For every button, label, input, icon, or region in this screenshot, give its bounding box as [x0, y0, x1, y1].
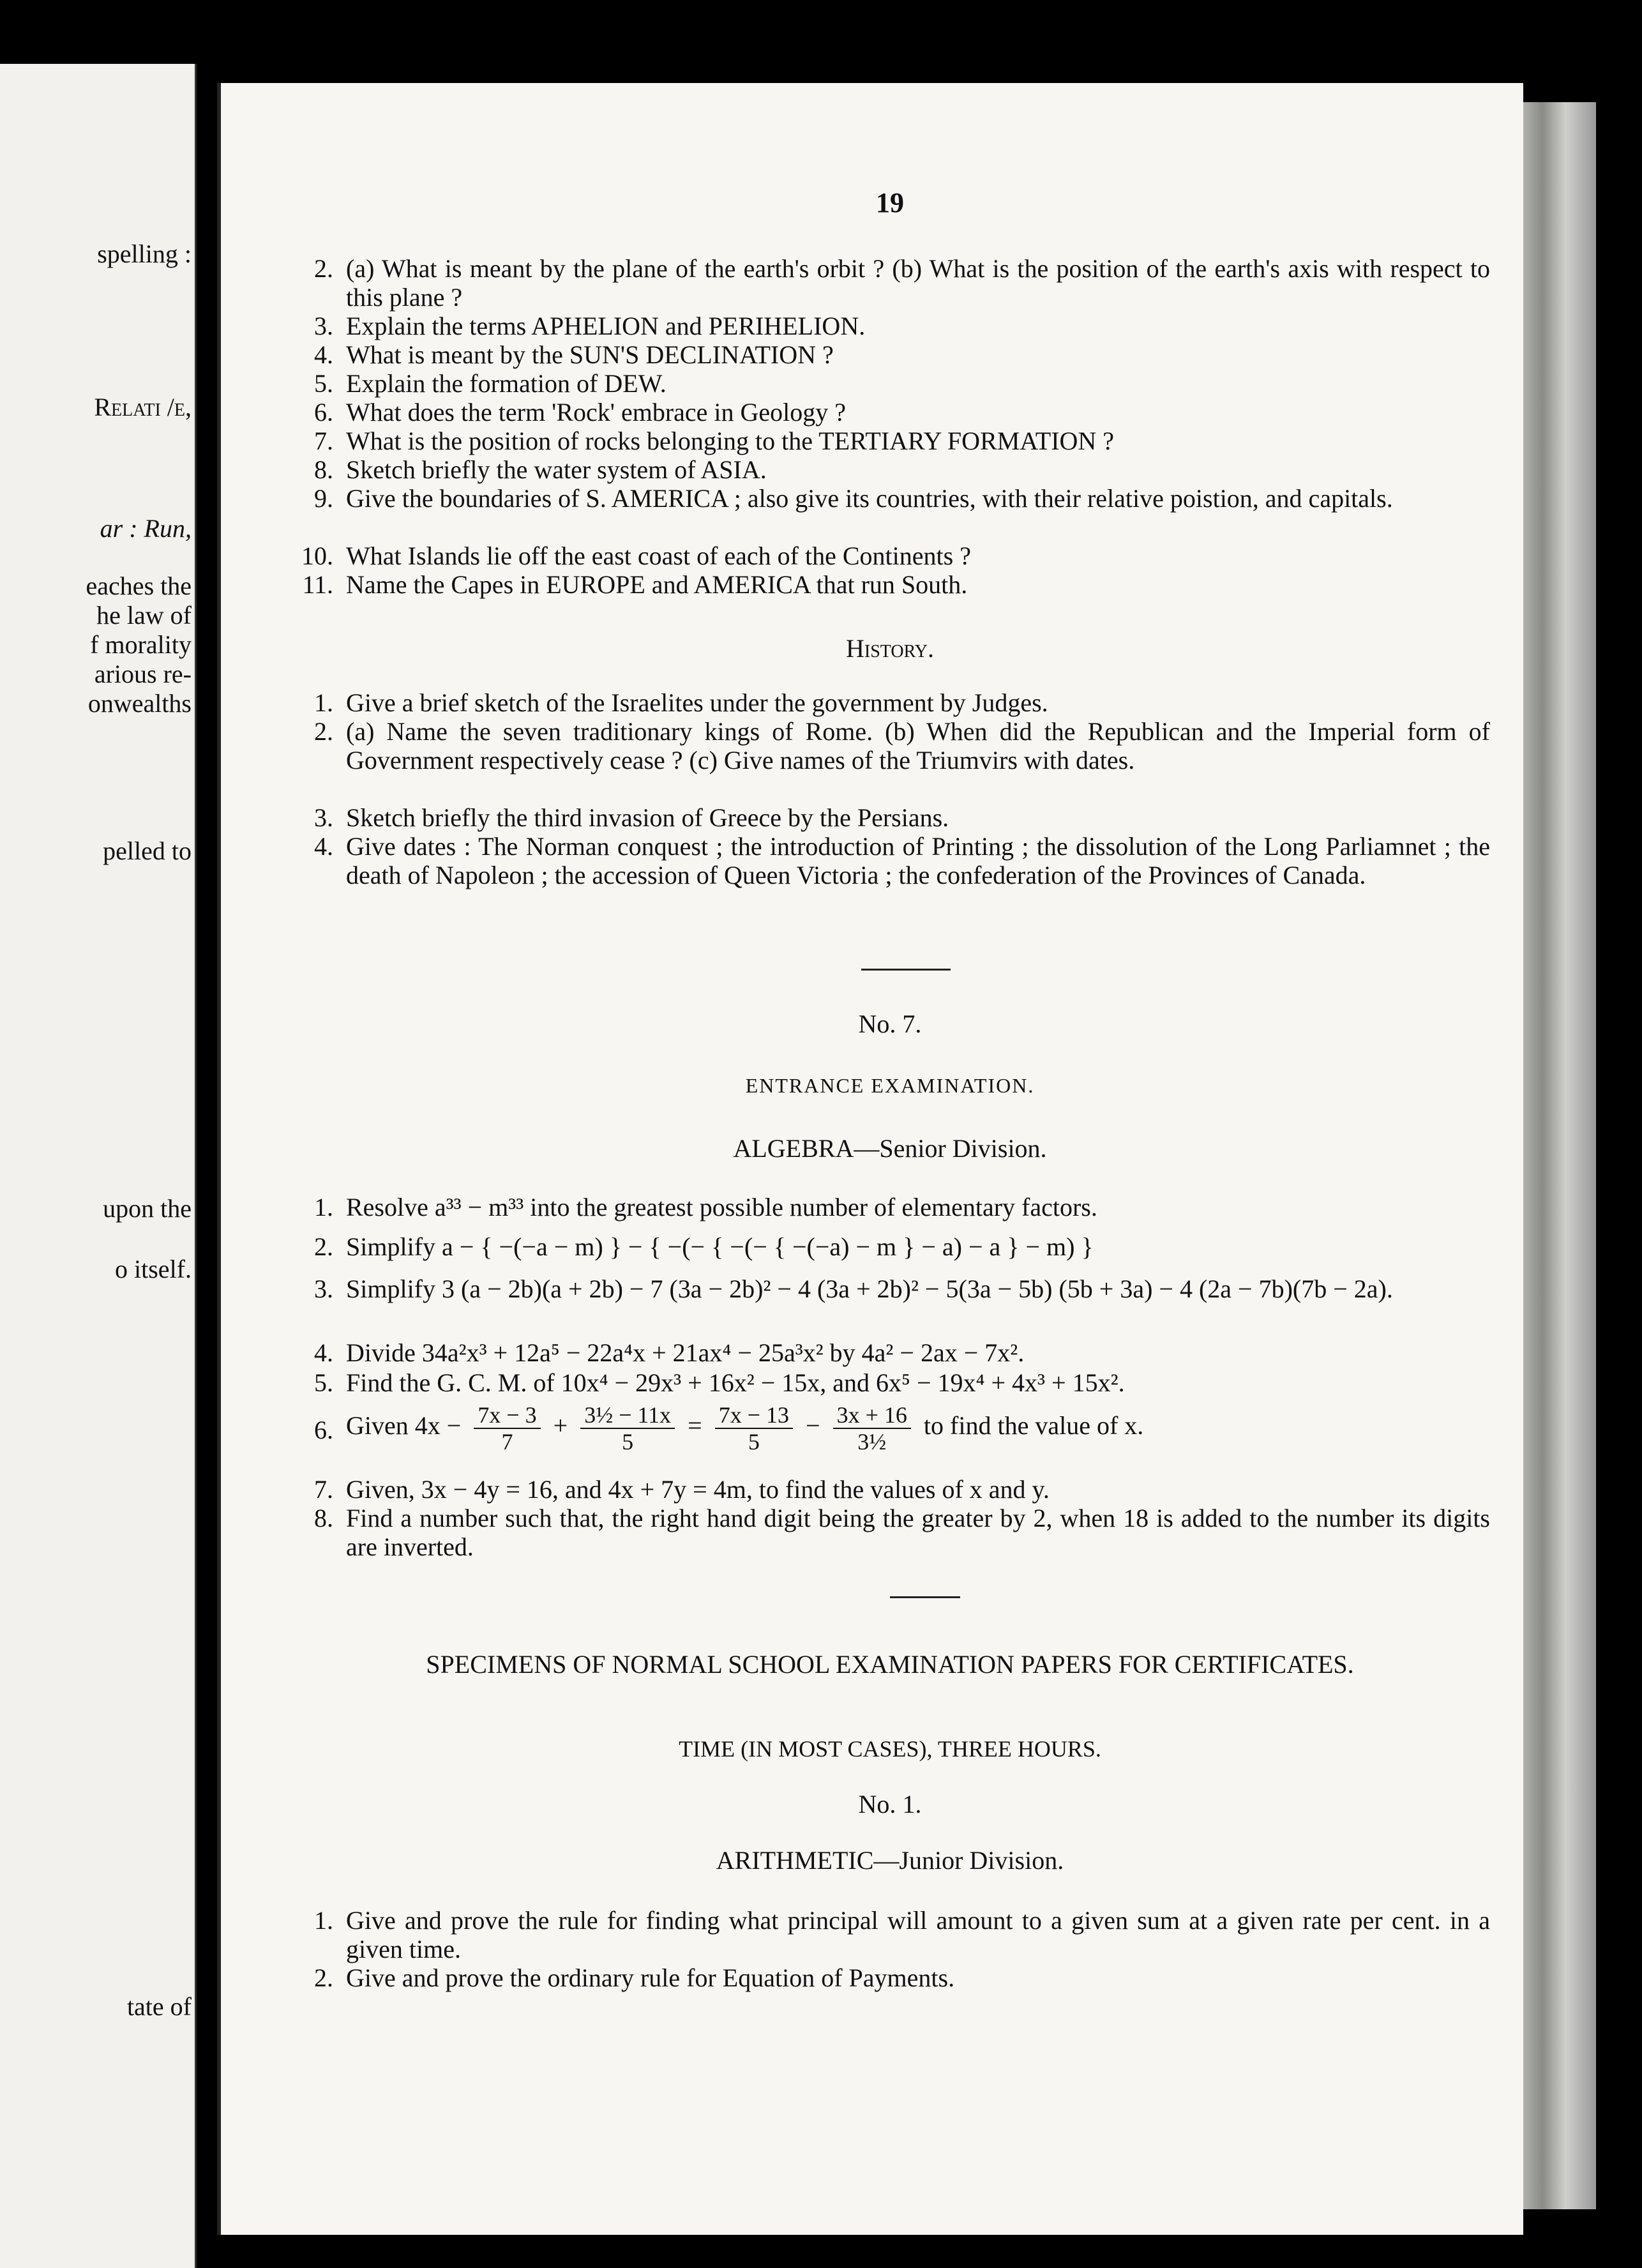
- list-item: 3. Simplify 3 (a − 2b)(a + 2b) − 7 (3a − 2b)² − 4 (3a + 2b)² − 5(3a − 5b) (5b + 3a) − 4 (2a − 7b)(7b − 2a).: [314, 1274, 1393, 1303]
- list-item: 3. Sketch briefly the third invasion of Greece by the Persians.: [314, 803, 949, 832]
- exam-title: ENTRANCE EXAMINATION.: [745, 1074, 1035, 1097]
- list-item: 2. (a) Name the seven traditionary kings of Rome. (b) When did the Republican and the Imperial form of Government respectively cease ? (c) Give names of the Triumvirs with dates.: [314, 717, 1490, 775]
- subject-heading: ARITHMETIC—Junior Division.: [716, 1846, 1064, 1875]
- operator: +: [553, 1411, 568, 1440]
- left-page-fragment: onwealths: [87, 689, 192, 718]
- left-facing-page: [0, 64, 197, 2268]
- operator: −: [806, 1411, 820, 1440]
- fraction: $\frac{3x + 16}{\text{3½}}$: [833, 1402, 911, 1455]
- list-item: 4. Give dates : The Norman conquest ; the introduction of Printing ; the dissolution of the Long Parliamnet ; the death of Napoleon ; the accession of Queen Victoria ; the confederation of the Provinces of Canada.: [314, 832, 1490, 889]
- list-item: 5. Find the G. C. M. of 10x⁴ − 29x³ + 16x² − 15x, and 6x⁵ − 19x⁴ + 4x³ + 15x².: [314, 1368, 1125, 1397]
- list-item: 1. Resolve a³³ − m³³ into the greatest possible number of elementary factors.: [314, 1193, 1097, 1221]
- left-page-fragment: pelled to: [103, 836, 192, 865]
- equation-suffix: to find the value of x.: [923, 1411, 1144, 1440]
- list-item: 8. Find a number such that, the right hand digit being the greater by 2, when 18 is added to the number its digits are inverted.: [314, 1504, 1490, 1561]
- list-item: 8. Sketch briefly the water system of ASIA.: [314, 455, 767, 484]
- list-item: 6. What does the term 'Rock' embrace in Geology ?: [314, 398, 847, 427]
- section-title: SPECIMENS OF NORMAL SCHOOL EXAMINATION PAPERS FOR CERTIFICATES.: [426, 1650, 1354, 1679]
- list-item: 4. Divide 34a²x³ + 12a⁵ − 22a⁴x + 21ax⁴ − 25a³x² by 4a² − 2ax − 7x².: [314, 1338, 1025, 1367]
- left-page-fragment: Relati /e,: [94, 393, 192, 421]
- left-page-fragment: upon the: [103, 1194, 192, 1223]
- list-item: 4. What is meant by the SUN'S DECLINATION ?: [314, 340, 834, 369]
- left-page-fragment: tate of: [126, 1992, 192, 2021]
- fraction: $\frac{7x - 13}{5}$: [715, 1402, 793, 1455]
- section-heading: History.: [846, 634, 934, 663]
- left-page-fragment: eaches the: [86, 571, 192, 600]
- equation-prefix: Given 4x −: [346, 1411, 462, 1440]
- list-item: 7. Given, 3x − 4y = 16, and 4x + 7y = 4m, to find the values of x and y.: [314, 1475, 1050, 1504]
- left-page-fragment: ar : Run,: [100, 514, 192, 543]
- list-item: 2. Simplify a − { −(−a − m) } − { −(− { −(− { −(−a) − m } − a) − a } − m) }: [314, 1232, 1094, 1261]
- list-item: 5. Explain the formation of DEW.: [314, 369, 667, 398]
- section-divider: [861, 969, 951, 971]
- fraction: $\frac{7x - 3}{7}$: [474, 1402, 540, 1455]
- left-page-fragment: o itself.: [115, 1255, 192, 1283]
- book-page: [217, 83, 1523, 2235]
- list-item: 2. (a) What is meant by the plane of the earth's orbit ? (b) What is the position of the earth's axis with respect to this plane ?: [314, 254, 1490, 312]
- subject-heading: ALGEBRA—Senior Division.: [733, 1134, 1047, 1163]
- list-item: 7. What is the position of rocks belonging to the TERTIARY FORMATION ?: [314, 427, 1115, 455]
- paper-number: No. 7.: [858, 1009, 922, 1038]
- fraction: $\frac{\text{3½ − 11x}}{5}$: [580, 1402, 675, 1455]
- page-number: 19: [876, 187, 904, 218]
- operator: =: [688, 1411, 702, 1440]
- left-page-fragment: f morality: [90, 630, 192, 659]
- list-item: 10. What Islands lie off the east coast of each of the Continents ?: [301, 541, 971, 570]
- left-page-fragment: arious re-: [94, 660, 192, 688]
- paper-number: No. 1.: [858, 1790, 922, 1818]
- list-item: 3. Explain the terms APHELION and PERIHELION.: [314, 312, 866, 340]
- left-page-fragment: he law of: [96, 601, 192, 630]
- list-item: 11. Name the Capes in EUROPE and AMERICA that run South.: [302, 570, 968, 599]
- time-note: TIME (IN MOST CASES), THREE HOURS.: [679, 1736, 1101, 1762]
- list-item: 1. Give and prove the rule for finding what principal will amount to a given sum at a given rate per cent. in a given time.: [314, 1906, 1490, 1963]
- list-item-equation: 6. Given 4x − $\frac{7x - 3}{7}$ + $\frac{\text{3½ − 11x}}{5}$ = $\frac{7x - 13}{5}$ − $\frac{3x + 16}{\text{3½}}$ to find the value of x.: [314, 1402, 1144, 1455]
- left-page-fragment: spelling :: [97, 239, 192, 268]
- page-edge-stack: [1519, 102, 1596, 2209]
- list-item: 9. Give the boundaries of S. AMERICA ; also give its countries, with their relative poistion, and capitals.: [314, 484, 1393, 513]
- section-divider: [890, 1596, 960, 1598]
- list-item: 1. Give a brief sketch of the Israelites under the government by Judges.: [314, 688, 1048, 717]
- list-item: 2. Give and prove the ordinary rule for Equation of Payments.: [314, 1963, 955, 1992]
